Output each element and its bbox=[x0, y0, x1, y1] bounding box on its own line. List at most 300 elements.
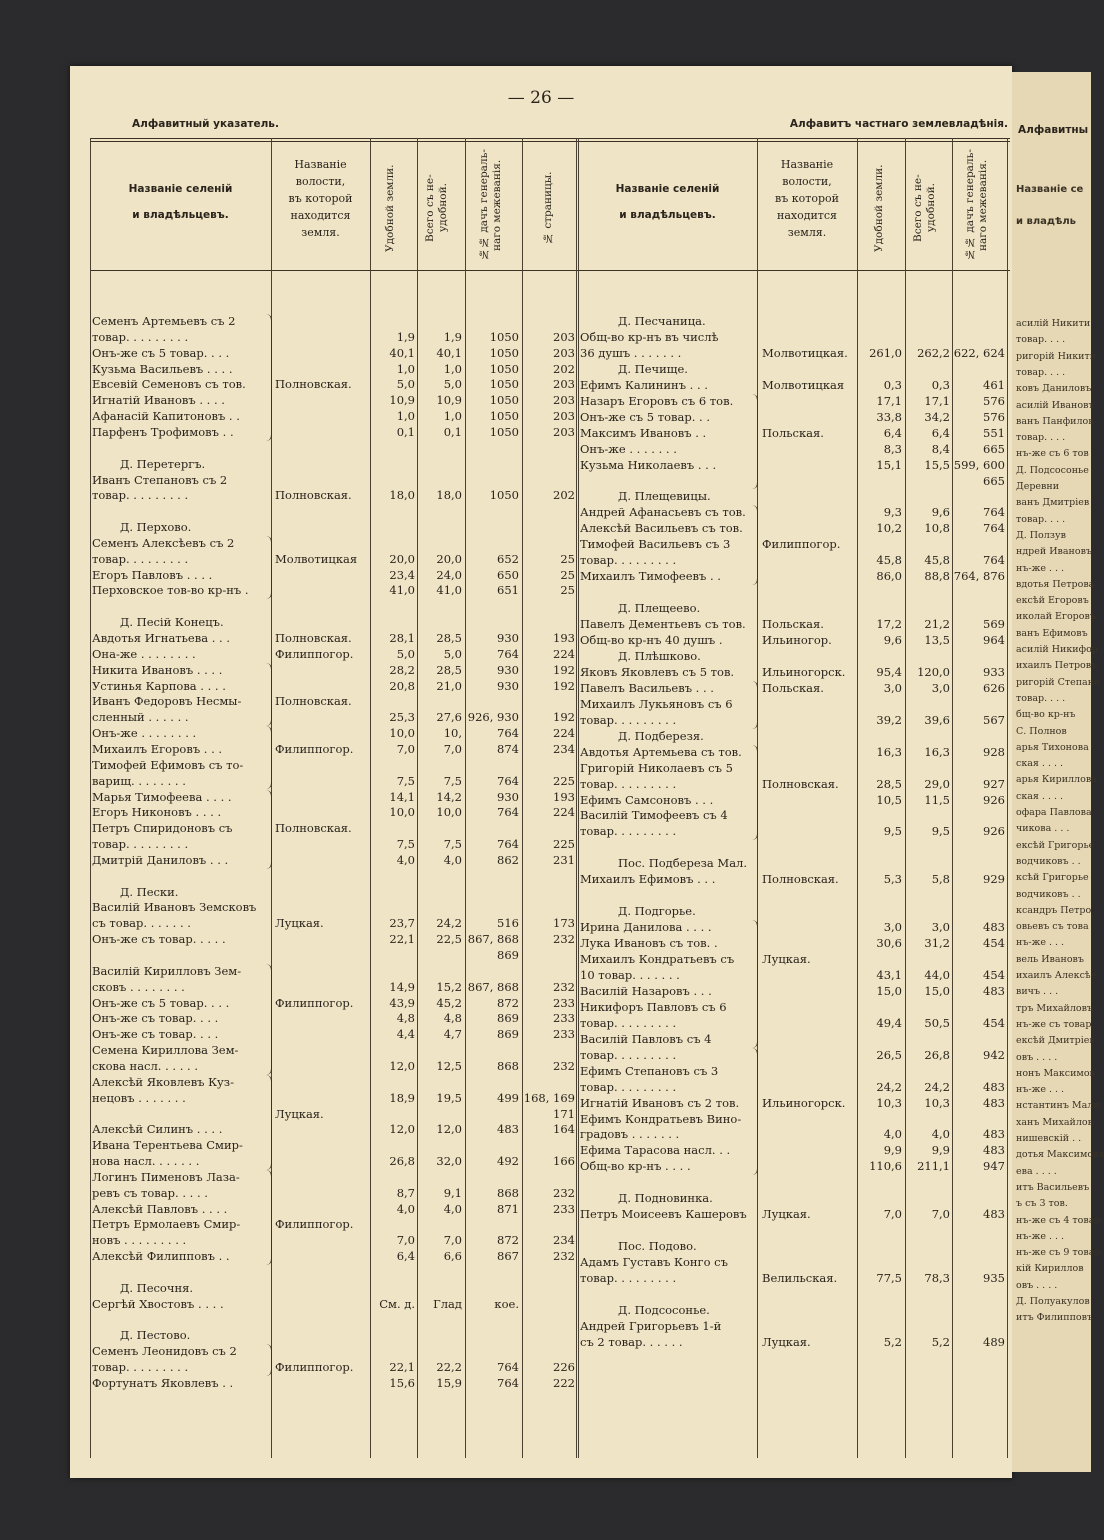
owner-name: Авдотья Артемьева съ тов. bbox=[580, 744, 742, 759]
udobnoy-value: 23,4 bbox=[389, 567, 415, 582]
next-page-line: Названіе се bbox=[1016, 184, 1084, 195]
next-page-line: ева . . . . bbox=[1016, 1165, 1057, 1177]
owner-name: Ефимъ Самсоновъ . . . bbox=[580, 792, 714, 807]
owner-name: скова насл. . . . . . bbox=[92, 1058, 199, 1073]
owner-name: Афанасій Капитоновъ . . bbox=[92, 409, 240, 424]
owner-name: Устинья Карпова . . . . bbox=[92, 678, 226, 693]
owner-name: Петръ Моисеевъ Кашеровъ bbox=[580, 1207, 747, 1222]
udobnoy-value: 15,6 bbox=[389, 1375, 415, 1390]
page-value: 232 bbox=[553, 979, 575, 994]
next-page-line: ханъ Михайлов bbox=[1016, 1116, 1093, 1128]
next-page-line: кій Кириллов bbox=[1016, 1263, 1084, 1275]
owner-name: Ефимъ Степановъ съ 3 bbox=[580, 1063, 719, 1078]
vsego-value: 78,3 bbox=[924, 1271, 950, 1285]
udobnoy-value: 12,0 bbox=[389, 1122, 415, 1137]
volost-name: Полновская. bbox=[275, 821, 352, 836]
owner-name: Ефимъ Калининъ . . . bbox=[580, 377, 708, 392]
udobnoy-value: 10,3 bbox=[876, 1095, 902, 1110]
col-dachi-header: №№ дачъ генераль-наго межеванія. bbox=[478, 149, 503, 261]
next-page-line: С. Полнов bbox=[1016, 725, 1067, 737]
owner-name: Алексѣй Павловъ . . . . bbox=[92, 1201, 228, 1216]
vsego-value: 9,6 bbox=[931, 505, 950, 520]
udobnoy-value: 30,6 bbox=[876, 936, 902, 951]
owner-name: Онъ-же съ 5 товар. . . bbox=[580, 409, 710, 424]
vsego-value: 24,2 bbox=[924, 1079, 950, 1094]
vsego-value: 40,1 bbox=[436, 345, 462, 360]
volost-name: Польская. bbox=[762, 617, 824, 632]
udobnoy-value: 24,2 bbox=[876, 1079, 902, 1094]
vsego-value: 4,0 bbox=[931, 1127, 950, 1142]
page-value: 233 bbox=[553, 1011, 575, 1026]
udobnoy-value: 95,4 bbox=[876, 664, 902, 679]
volost-name: Полновская. bbox=[275, 631, 352, 645]
vsego-value: 7,0 bbox=[443, 741, 462, 756]
udobnoy-value: 1,0 bbox=[396, 361, 415, 376]
dacha-value: 764 bbox=[497, 837, 519, 852]
udobnoy-value: 16,3 bbox=[876, 744, 902, 759]
next-page-line: ванъ Ефимовъ bbox=[1016, 627, 1088, 639]
owner-name: Яковъ Яковлевъ съ 5 тов. bbox=[580, 664, 735, 679]
dacha-value: 483 bbox=[983, 983, 1005, 998]
vsego-value: 21,0 bbox=[436, 678, 462, 693]
volost-name: Филиппогор. bbox=[275, 741, 354, 756]
udobnoy-value: 20,8 bbox=[389, 678, 415, 693]
next-page-line: нстантинъ Мали bbox=[1016, 1100, 1100, 1112]
udobnoy-value: 17,1 bbox=[876, 393, 902, 408]
vsego-value: 50,5 bbox=[924, 1015, 950, 1030]
udobnoy-value: 9,3 bbox=[883, 505, 902, 520]
page-value: 226 bbox=[553, 1360, 575, 1375]
dacha-value: 576 bbox=[983, 393, 1005, 408]
owner-name: съ 2 товар. . . . . . bbox=[580, 1334, 683, 1349]
dacha-value: 868 bbox=[497, 1058, 519, 1073]
udobnoy-value: 7,0 bbox=[396, 1233, 415, 1248]
next-page-line: овъ . . . . bbox=[1016, 1279, 1058, 1291]
udobnoy-value: 6,4 bbox=[883, 425, 902, 440]
udobnoy-value: 26,5 bbox=[876, 1047, 902, 1062]
page-value: 225 bbox=[553, 773, 575, 788]
udobnoy-value: 22,1 bbox=[389, 1360, 415, 1375]
page-value: 232 bbox=[553, 932, 575, 947]
vsego-value: 12,5 bbox=[436, 1058, 462, 1073]
dacha-value: 650 bbox=[497, 567, 519, 582]
owner-name: Алексѣй Филипповъ . . bbox=[92, 1249, 230, 1264]
next-page-line: ригорій Никити bbox=[1016, 350, 1097, 362]
vsego-value: 19,5 bbox=[436, 1090, 462, 1105]
vsego-value: 7,0 bbox=[443, 1233, 462, 1248]
village-heading: Д. Плещеево. bbox=[618, 601, 701, 616]
owner-name: Кузьма Николаевъ . . . bbox=[580, 457, 717, 472]
udobnoy-value: 45,8 bbox=[876, 553, 902, 568]
owner-name: Игнатій Ивановъ съ 2 тов. bbox=[580, 1095, 740, 1110]
owner-name: Иванъ Федоровъ Несмы- bbox=[92, 694, 242, 709]
group-brace bbox=[266, 1170, 272, 1265]
dacha-value: 1050 bbox=[489, 409, 519, 424]
udobnoy-value: 7,0 bbox=[883, 1207, 902, 1222]
next-page-line: асилій Никифор bbox=[1016, 644, 1098, 655]
col-name-header: Названіе селеній и владѣльцевъ. bbox=[128, 183, 233, 221]
next-page-line: нонъ Максимов bbox=[1016, 1067, 1095, 1079]
vsego-value: 9,9 bbox=[931, 1143, 950, 1158]
dacha-value: 483 bbox=[497, 1122, 519, 1137]
dacha-value: 764 bbox=[497, 805, 519, 820]
owner-name: Лука Ивановъ съ тов. . bbox=[580, 936, 718, 951]
village-heading: Д. Подгорье. bbox=[618, 904, 696, 919]
page-value: 224 bbox=[553, 726, 575, 741]
vsego-value: Глад bbox=[433, 1296, 462, 1311]
udobnoy-value: 10,0 bbox=[389, 805, 415, 820]
owner-name: Василій Кирилловъ Зем- bbox=[92, 963, 242, 978]
udobnoy-value: 40,1 bbox=[389, 345, 415, 360]
vsego-value: 21,2 bbox=[924, 617, 950, 632]
owner-name: Михаилъ Егоровъ . . . bbox=[92, 741, 223, 756]
vsego-value: 28,5 bbox=[436, 662, 462, 677]
header-right: Алфавитъ частнаго землевладѣнія. bbox=[789, 118, 1008, 130]
dacha-value: 483 bbox=[983, 920, 1005, 935]
page-value: 203 bbox=[553, 409, 575, 424]
page-value: 168, 169 bbox=[523, 1090, 575, 1105]
vsego-value: 9,1 bbox=[443, 1185, 462, 1200]
next-page-line: чикова . . . bbox=[1016, 823, 1070, 835]
vsego-value: 7,5 bbox=[443, 837, 462, 852]
dacha-value: 764 bbox=[497, 726, 519, 741]
next-page-line: ванъ Дмитріев bbox=[1016, 497, 1090, 509]
volost-name: Филиппогор. bbox=[275, 646, 354, 661]
next-page-line: асилій Ивановъ bbox=[1016, 399, 1095, 411]
vsego-value: 15,9 bbox=[436, 1375, 462, 1390]
vsego-value: 15,2 bbox=[436, 979, 462, 994]
dacha-value: 551 bbox=[983, 425, 1005, 440]
owner-name: товар. . . . . . . . . bbox=[580, 712, 677, 727]
page-value: 234 bbox=[553, 741, 575, 756]
col-vsego-header: Всего съ не-удобной. bbox=[424, 174, 449, 242]
owner-name: Общ-во кр-нъ 40 душъ . bbox=[580, 633, 723, 647]
udobnoy-value: 7,5 bbox=[396, 837, 415, 852]
volost-name: Полновская. bbox=[275, 694, 352, 709]
owner-name: Алексѣй Яковлевъ Куз- bbox=[92, 1074, 234, 1089]
udobnoy-value: 10,2 bbox=[876, 521, 902, 536]
dacha-value: 764 bbox=[497, 646, 519, 661]
next-page-line: нъ-же . . . bbox=[1016, 562, 1065, 574]
dacha-value: 454 bbox=[983, 967, 1005, 982]
dacha-value: 927 bbox=[983, 776, 1005, 791]
volost-name: Филиппогор. bbox=[762, 537, 841, 552]
udobnoy-value: 9,5 bbox=[883, 824, 902, 839]
dacha-value: 483 bbox=[983, 1207, 1005, 1222]
village-heading: Д. Подберезя. bbox=[618, 728, 704, 743]
group-brace bbox=[266, 536, 272, 599]
next-page-line: овъ . . . . bbox=[1016, 1051, 1058, 1063]
dacha-value: 492 bbox=[497, 1154, 519, 1169]
group-brace bbox=[752, 681, 758, 729]
next-page-line: ская . . . . bbox=[1016, 790, 1064, 802]
page-value: 225 bbox=[553, 837, 575, 852]
vsego-value: 31,2 bbox=[924, 936, 950, 951]
udobnoy-value: 3,0 bbox=[883, 920, 902, 935]
vsego-value: 3,0 bbox=[931, 680, 950, 695]
dacha-value: 928 bbox=[983, 744, 1005, 759]
volost-name: Ильиногорск. bbox=[762, 1095, 846, 1110]
vsego-value: 27,6 bbox=[436, 710, 462, 725]
next-page-edge bbox=[1012, 72, 1104, 1472]
next-page-line: товар. . . . bbox=[1016, 334, 1066, 346]
owner-name: Евсевій Семеновъ съ тов. bbox=[92, 377, 246, 392]
vsego-value: 4,7 bbox=[443, 1027, 462, 1042]
owner-name: Павелъ Васильевъ . . . bbox=[580, 680, 714, 695]
page-value: 25 bbox=[560, 567, 575, 582]
udobnoy-value: 15,0 bbox=[876, 983, 902, 998]
page-value: 203 bbox=[553, 393, 575, 408]
vsego-value: 3,0 bbox=[931, 920, 950, 935]
page-value: 233 bbox=[553, 995, 575, 1010]
udobnoy-value: 4,8 bbox=[396, 1011, 415, 1026]
volost-name: Филиппогор. bbox=[275, 995, 354, 1010]
vsego-value: 6,6 bbox=[443, 1249, 462, 1264]
udobnoy-value: 8,7 bbox=[396, 1185, 415, 1200]
group-brace bbox=[266, 663, 272, 726]
vsego-value: 120,0 bbox=[917, 664, 950, 679]
owner-name: 36 душъ . . . . . . . bbox=[580, 345, 682, 360]
next-page-line: вель Ивановъ bbox=[1016, 953, 1084, 965]
group-brace bbox=[752, 1048, 758, 1176]
vsego-value: 211,1 bbox=[917, 1159, 950, 1174]
dacha-value: кое. bbox=[494, 1296, 519, 1311]
village-heading: Пос. Подово. bbox=[618, 1239, 697, 1254]
next-page-line: ксѣй Григорье bbox=[1016, 872, 1089, 884]
next-page-header: Алфавитны bbox=[1018, 124, 1089, 136]
vsego-value: 7,0 bbox=[931, 1207, 950, 1222]
owner-name: товар. . . . . . . . . bbox=[580, 776, 677, 791]
page-value: 173 bbox=[553, 916, 575, 931]
vsego-value: 4,0 bbox=[443, 1201, 462, 1216]
dacha-value: 872 bbox=[497, 1233, 519, 1248]
dacha-value: 764 bbox=[497, 773, 519, 788]
owner-name: Василій Назаровъ . . . bbox=[580, 983, 712, 998]
vsego-value: 10,9 bbox=[436, 393, 462, 408]
vsego-value: 7,5 bbox=[443, 773, 462, 788]
next-page-line: овьевъ съ това bbox=[1016, 921, 1089, 933]
vsego-value: 10,0 bbox=[436, 805, 462, 820]
next-page-line: арья Тихонова bbox=[1016, 741, 1089, 753]
owner-name: Егоръ Павловъ . . . . bbox=[92, 567, 213, 582]
next-page-line: иколай Егоровъ bbox=[1016, 611, 1096, 623]
owner-name: градовъ . . . . . . . bbox=[580, 1127, 680, 1142]
vsego-value: 1,0 bbox=[443, 361, 462, 376]
udobnoy-value: 5,3 bbox=[883, 872, 902, 887]
volost-name: Молвотицкая bbox=[275, 551, 358, 566]
owner-name: Общ-во кр-нъ . . . . bbox=[580, 1159, 691, 1174]
owner-name: Онъ-же . . . . . . . . bbox=[92, 726, 197, 741]
group-brace bbox=[266, 726, 272, 789]
dacha-value: 872 bbox=[497, 995, 519, 1010]
owner-name: Андрей Афанасьевъ съ тов. bbox=[580, 505, 746, 520]
udobnoy-value: 23,7 bbox=[389, 916, 415, 931]
udobnoy-value: 0,1 bbox=[396, 424, 415, 439]
vsego-value: 11,5 bbox=[924, 792, 950, 807]
page-value: 202 bbox=[553, 488, 575, 503]
vsego-value: 17,1 bbox=[924, 393, 950, 408]
page-value: 203 bbox=[553, 377, 575, 392]
next-page-line: тръ Михайловъ bbox=[1016, 1002, 1093, 1014]
dacha-value: 454 bbox=[983, 936, 1005, 951]
udobnoy-value: 77,5 bbox=[876, 1271, 902, 1285]
col-volost-header: Названіе волости, въ которой находится земля. bbox=[288, 158, 353, 239]
village-heading: Д. Подновинка. bbox=[618, 1191, 713, 1206]
dacha-value: 942 bbox=[983, 1047, 1005, 1062]
owner-name: Павелъ Дементьевъ съ тов. bbox=[580, 617, 746, 632]
volost-name: Ильиногор. bbox=[762, 633, 832, 647]
owner-name: товар. . . . . . . . . bbox=[92, 837, 189, 852]
udobnoy-value: 28,5 bbox=[876, 776, 902, 791]
udobnoy-value: 4,0 bbox=[396, 1201, 415, 1216]
udobnoy-value: 4,0 bbox=[883, 1127, 902, 1142]
owner-name: сковъ . . . . . . . . bbox=[92, 979, 185, 994]
dacha-value: 947 bbox=[983, 1159, 1005, 1174]
owner-name: товар. . . . . . . . . bbox=[92, 329, 189, 344]
page-number: — 26 — bbox=[507, 88, 575, 108]
next-page-line: водчиковъ . . bbox=[1016, 855, 1081, 867]
group-brace bbox=[752, 920, 758, 1048]
dacha-value: 926 bbox=[983, 792, 1005, 807]
dacha-value: 867 bbox=[497, 1249, 519, 1264]
next-page-line: нъ-же . . . bbox=[1016, 937, 1065, 949]
owner-name: Михаилъ Тимофеевъ . . bbox=[580, 569, 721, 584]
next-page-line: нъ-же . . . bbox=[1016, 1084, 1065, 1096]
vsego-value: 5,2 bbox=[931, 1334, 950, 1349]
next-page-line: нъ-же съ 9 товар bbox=[1016, 1247, 1101, 1259]
owner-name: Михаилъ Кондратьевъ съ bbox=[580, 952, 735, 966]
page-value: 192 bbox=[553, 662, 575, 677]
owner-name: товар. . . . . . . . . bbox=[92, 488, 189, 503]
owner-name: Ирина Данилова . . . . bbox=[580, 920, 712, 935]
page-value: 233 bbox=[553, 1027, 575, 1042]
village-heading: Д. Печище. bbox=[618, 361, 688, 376]
page-value: 203 bbox=[553, 345, 575, 360]
owner-name: товар. . . . . . . . . bbox=[580, 1015, 677, 1030]
group-brace bbox=[266, 1344, 272, 1376]
col-stranitsy-header: № страницы. bbox=[542, 171, 554, 245]
dacha-value: 867, 868 bbox=[467, 932, 519, 947]
owner-name: Фортунатъ Яковлевъ . . bbox=[92, 1375, 234, 1390]
dacha-value: 651 bbox=[497, 583, 519, 598]
vsego-value: 18,0 bbox=[436, 488, 462, 503]
page-value: 234 bbox=[553, 1233, 575, 1248]
udobnoy-value: 49,4 bbox=[876, 1015, 902, 1030]
vsego-value: 88,8 bbox=[924, 569, 950, 584]
vsego-value: 44,0 bbox=[924, 967, 950, 982]
next-page-line: товар. . . . bbox=[1016, 432, 1066, 444]
volost-name: Велильская. bbox=[762, 1271, 838, 1285]
dacha-value: 933 bbox=[983, 664, 1005, 679]
udobnoy-value: 1,0 bbox=[396, 409, 415, 424]
udobnoy-value: 4,0 bbox=[396, 852, 415, 867]
udobnoy-value: 20,0 bbox=[389, 551, 415, 566]
dacha-value: 626 bbox=[983, 680, 1005, 695]
owner-name: Авдотья Игнатьева . . . bbox=[92, 631, 230, 645]
udobnoy-value: 12,0 bbox=[389, 1058, 415, 1073]
vsego-value: 10, bbox=[443, 726, 462, 741]
owner-name: Адамъ Густавъ Конго съ bbox=[580, 1255, 728, 1270]
volost-name: Луцкая. bbox=[762, 952, 811, 966]
owner-name: Марья Тимофеева . . . . bbox=[92, 789, 232, 804]
udobnoy-value: 41,0 bbox=[389, 583, 415, 598]
owner-name: Семенъ Артемьевъ съ 2 bbox=[92, 314, 236, 328]
udobnoy-value: 4,4 bbox=[396, 1027, 415, 1042]
owner-name: новъ . . . . . . . . . bbox=[92, 1233, 187, 1248]
vsego-value: 10,8 bbox=[924, 521, 950, 536]
vsego-value: 45,8 bbox=[924, 553, 950, 568]
vsego-value: 45,2 bbox=[436, 995, 462, 1010]
dacha-value: 576 bbox=[983, 409, 1005, 424]
next-page-line: ъ съ 3 тов. bbox=[1016, 1198, 1068, 1210]
dacha-value: 489 bbox=[983, 1334, 1005, 1349]
col-name-header-right: Названіе селеній и владѣльцевъ. bbox=[615, 183, 720, 221]
volost-name: Полновская. bbox=[275, 488, 352, 503]
udobnoy-value: 33,8 bbox=[876, 409, 902, 424]
owner-name: Егоръ Никоновъ . . . . bbox=[92, 805, 222, 820]
udobnoy-value: 8,3 bbox=[883, 441, 902, 456]
owner-name: Петръ Спиридоновъ съ bbox=[92, 821, 233, 836]
next-page-line: итъ Васильевъ bbox=[1016, 1181, 1090, 1193]
vsego-value: 26,8 bbox=[924, 1047, 950, 1062]
vsego-value: 4,0 bbox=[443, 852, 462, 867]
col-vsego-header-right: Всего съ не-удобной. bbox=[912, 174, 937, 242]
next-page-line: ская . . . . bbox=[1016, 758, 1064, 770]
group-brace bbox=[266, 964, 272, 1075]
dacha-value: 1050 bbox=[489, 488, 519, 503]
owner-name: Общ-во кр-нъ въ числѣ bbox=[580, 329, 719, 344]
dacha-value: 569 bbox=[983, 617, 1005, 632]
udobnoy-value: 5,0 bbox=[396, 377, 415, 392]
owner-name: 10 товар. . . . . . . bbox=[580, 967, 680, 982]
owner-name: Онъ-же съ товар. . . . . bbox=[92, 932, 226, 947]
volost-name: Луцкая. bbox=[762, 1207, 811, 1222]
udobnoy-value: 7,0 bbox=[396, 741, 415, 756]
owner-name: Ефима Тарасова насл. . . bbox=[580, 1143, 731, 1158]
owner-name: Онъ-же . . . . . . . bbox=[580, 441, 677, 456]
next-page-line: товар. . . . bbox=[1016, 366, 1066, 378]
dacha-value: 868 bbox=[497, 1185, 519, 1200]
udobnoy-value: 10,0 bbox=[389, 726, 415, 741]
vsego-value: 15,0 bbox=[924, 983, 950, 998]
dacha-value: 869 bbox=[497, 1027, 519, 1042]
dacha-value: 926, 930 bbox=[467, 710, 519, 725]
page-value: 203 bbox=[553, 424, 575, 439]
owner-name: Григорій Николаевъ съ 5 bbox=[580, 760, 733, 775]
owner-name: нова насл. . . . . . . bbox=[92, 1154, 200, 1169]
udobnoy-value: 28,2 bbox=[389, 662, 415, 677]
vsego-value: 29,0 bbox=[924, 776, 950, 791]
ledger-table bbox=[90, 138, 1010, 1458]
vsego-value: 28,5 bbox=[436, 631, 462, 645]
village-heading: Д. Плещевицы. bbox=[618, 489, 711, 504]
udobnoy-value: 10,5 bbox=[876, 792, 902, 807]
udobnoy-value: 25,3 bbox=[389, 710, 415, 725]
owner-name: товар. . . . . . . . . bbox=[92, 551, 189, 566]
dacha-value: 930 bbox=[497, 662, 519, 677]
owner-name: Кузьма Васильевъ . . . . bbox=[92, 361, 233, 376]
udobnoy-value: 0,3 bbox=[883, 377, 902, 392]
vsego-value: 5,8 bbox=[931, 872, 950, 887]
next-page-line: бщ-во кр-нъ bbox=[1016, 709, 1076, 721]
next-page-line: Д. Подсосонье bbox=[1016, 464, 1089, 476]
dacha-value: 1050 bbox=[489, 377, 519, 392]
owner-name: Михаилъ Лукьяновъ съ 6 bbox=[580, 696, 733, 711]
udobnoy-value: 14,1 bbox=[389, 789, 415, 804]
dacha-value: 764, 876 bbox=[953, 569, 1005, 584]
owner-name: Петръ Ермолаевъ Смир- bbox=[92, 1217, 241, 1232]
udobnoy-value: 39,2 bbox=[876, 712, 902, 727]
